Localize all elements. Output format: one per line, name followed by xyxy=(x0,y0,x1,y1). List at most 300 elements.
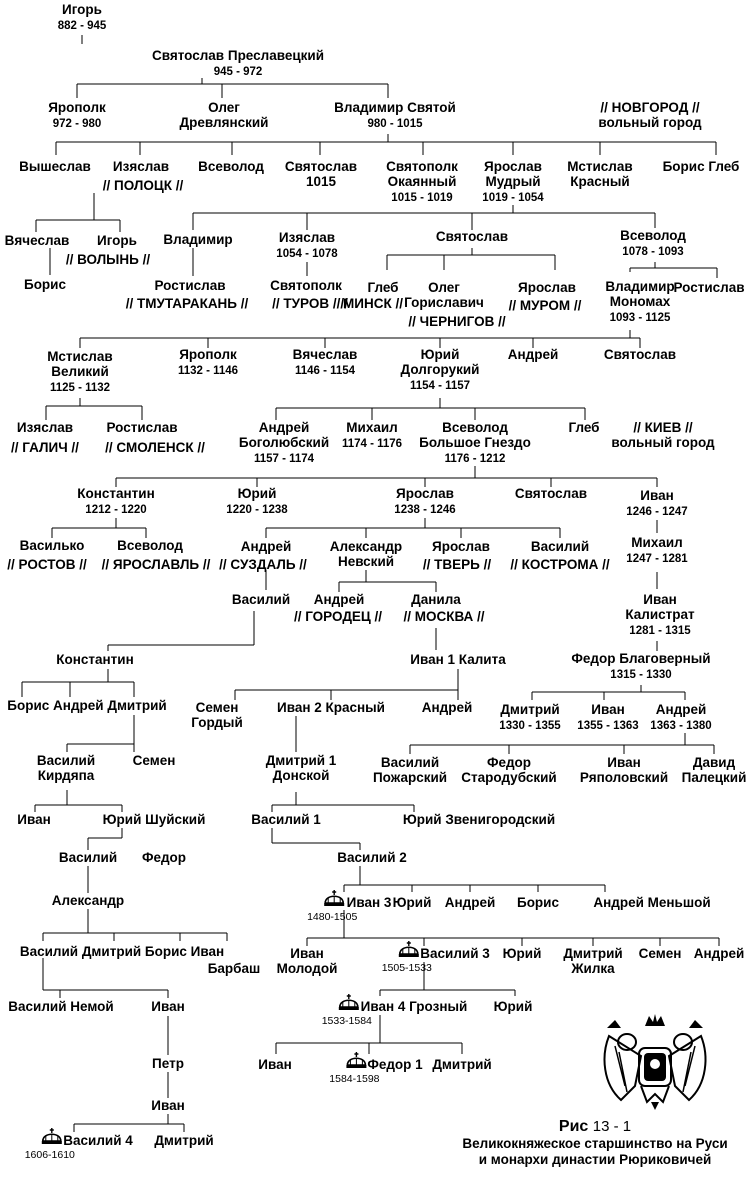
person-name: Иван 4 Грозный xyxy=(360,999,468,1014)
person-name: Борис xyxy=(23,277,67,292)
figure-number: 13 - 1 xyxy=(592,1118,632,1135)
person-name: Ярослав xyxy=(396,486,454,501)
person-node-vyacheslav2 xyxy=(293,347,358,377)
person-node-vasily3 xyxy=(59,850,117,865)
reign-dates: 1281 - 1315 xyxy=(629,625,691,637)
person-node-tmutarakan xyxy=(126,296,249,311)
person-node-konstantin1 xyxy=(77,486,155,516)
reign-dates: 1355 - 1363 xyxy=(577,720,639,732)
person-name-line: Донской xyxy=(272,768,330,783)
crown-icon xyxy=(42,1128,62,1144)
reign-dates: 1132 - 1146 xyxy=(177,365,239,377)
person-node-andrey_m xyxy=(593,895,710,910)
person-node-gleb2 xyxy=(568,420,599,435)
crown-icon xyxy=(339,994,359,1010)
person-node-andrey4 xyxy=(422,700,473,715)
person-name: Андрей xyxy=(444,895,496,910)
person-node-ivan1 xyxy=(626,488,687,518)
monarch-reign-years: 1533-1584 xyxy=(321,1015,372,1027)
person-node-svyatoslav4 xyxy=(604,347,676,362)
person-node-rostislav2 xyxy=(673,280,744,295)
person-node-andrey2 xyxy=(241,539,292,554)
person-name: Иван 1 Калита xyxy=(410,652,506,667)
person-name: // КИЕВ // xyxy=(633,420,693,435)
person-node-suzdal xyxy=(219,557,307,572)
person-name-line: Пожарский xyxy=(372,770,448,785)
person-name: Святослав Преславецкий xyxy=(151,48,325,63)
person-name-line: Боголюбский xyxy=(238,435,330,450)
person-name: Олег xyxy=(428,280,460,295)
person-name-line: Древлянский xyxy=(179,115,269,130)
person-node-oleg1 xyxy=(180,100,269,130)
person-node-moskva xyxy=(403,609,484,624)
person-node-mikhail2 xyxy=(626,535,688,565)
person-name: // ЧЕРНИГОВ // xyxy=(408,314,506,329)
person-name: Иван xyxy=(607,755,641,770)
person-name: Владимир xyxy=(605,279,675,294)
reign-dates: 1176 - 1212 xyxy=(444,453,506,465)
person-node-vladimir2 xyxy=(163,232,232,247)
person-name: Ростислав xyxy=(106,420,178,435)
reign-dates: 1015 - 1019 xyxy=(391,192,453,204)
person-name: // МОСКВА // xyxy=(403,609,485,624)
person-node-svyatoslav2 xyxy=(285,159,357,189)
person-name: Юрий Звенигородский xyxy=(402,812,556,827)
person-name-line: Кирдяпа xyxy=(37,768,95,783)
person-node-barbash xyxy=(208,961,261,976)
person-name: Владимир Святой xyxy=(334,100,456,115)
person-node-semen1 xyxy=(191,700,243,730)
person-node-polotsk xyxy=(103,178,184,193)
person-name: Святослав xyxy=(435,229,509,244)
person-name: Святополк xyxy=(270,278,342,293)
person-name: Андрей Меньшой xyxy=(593,895,711,910)
person-node-yaroslavl xyxy=(102,557,211,572)
person-name: Федор xyxy=(486,755,532,770)
person-node-novgorod xyxy=(598,100,702,130)
person-node-grozny xyxy=(322,994,468,1027)
person-name: Ярополк xyxy=(48,100,106,115)
person-name: Андрей xyxy=(240,539,292,554)
person-name: Петр xyxy=(152,1056,184,1071)
reign-dates: 1363 - 1380 xyxy=(650,720,712,732)
person-node-svyatopolk1 xyxy=(386,159,458,204)
person-node-mstislav1 xyxy=(567,159,632,189)
person-node-svyatoslav3 xyxy=(436,229,508,244)
person-name: Василий xyxy=(36,753,96,768)
person-node-kirdyapa xyxy=(37,753,95,783)
person-node-bad xyxy=(7,698,166,713)
person-node-vasilko xyxy=(20,538,85,553)
person-node-vyacheslav1 xyxy=(5,233,70,248)
person-name: Александр xyxy=(329,539,403,554)
person-name-line: Красный xyxy=(570,174,630,189)
person-node-fedor1 xyxy=(571,651,710,681)
person-name: Василий 3 xyxy=(420,946,490,961)
crown-icon xyxy=(346,1052,366,1068)
person-node-ivan5 xyxy=(151,999,185,1014)
person-node-ivan_young xyxy=(277,946,338,976)
person-node-andrey3 xyxy=(314,592,365,607)
person-node-rostislav3 xyxy=(106,420,177,435)
person-node-vysheslav xyxy=(19,159,91,174)
person-name-line: Великий xyxy=(51,364,109,379)
person-name: Изяслав xyxy=(278,230,336,245)
person-name: Семен xyxy=(132,753,176,768)
person-node-andrey1 xyxy=(508,347,559,362)
person-name: Василий 2 xyxy=(337,850,407,865)
person-name: Иван xyxy=(151,1098,185,1113)
figure-caption xyxy=(445,1118,745,1168)
person-node-gorodets xyxy=(294,609,382,624)
person-node-vsevolod4 xyxy=(117,538,183,553)
person-name: // ВОЛЫНЬ // xyxy=(65,252,151,267)
reign-dates: 1125 - 1132 xyxy=(49,382,111,394)
person-name: Ярослав xyxy=(432,539,490,554)
person-node-kostroma xyxy=(510,557,609,572)
person-name: Мстислав xyxy=(567,159,633,174)
monarch-reign-years: 1480-1505 xyxy=(307,911,358,923)
person-name: // МУРОМ // xyxy=(508,298,582,313)
figure-title-line1: Великокняжеское старшинство на Руси xyxy=(462,1136,728,1151)
monarch-reign-years: 1505-1533 xyxy=(381,962,432,974)
person-name: Андрей xyxy=(655,702,707,717)
person-name: Василий xyxy=(530,539,590,554)
person-name-line: Невский xyxy=(337,554,395,569)
person-name: Иван xyxy=(258,1057,292,1072)
person-node-semen3 xyxy=(639,946,682,961)
reign-dates: 1246 - 1247 xyxy=(626,506,688,518)
person-node-konstantin2 xyxy=(56,652,134,667)
person-node-izyaslav2 xyxy=(276,230,338,260)
person-name: Андрей xyxy=(313,592,365,607)
person-name-line: Долгорукий xyxy=(400,362,480,377)
person-name-line: Ряполовский xyxy=(579,770,669,785)
reign-dates: 1078 - 1093 xyxy=(622,246,684,258)
person-node-vasily_1 xyxy=(251,812,321,827)
person-name: Борис Андрей Дмитрий xyxy=(7,698,167,713)
person-node-fedor2 xyxy=(142,850,186,865)
crown-icon xyxy=(324,890,344,906)
person-name: Василий Немой xyxy=(8,999,114,1014)
reign-dates: 1174 - 1176 xyxy=(341,438,403,450)
person-name: // ЯРОСЛАВЛЬ // xyxy=(101,557,211,572)
reign-dates: 1212 - 1220 xyxy=(85,504,147,516)
person-name: Всеволод xyxy=(620,228,686,243)
person-node-minsk xyxy=(343,296,403,311)
person-node-tver xyxy=(423,557,491,572)
person-name: Борис Глеб xyxy=(662,159,740,174)
person-name: Михаил xyxy=(631,535,683,550)
person-node-yuri1 xyxy=(401,347,480,392)
reign-dates: 1238 - 1246 xyxy=(394,504,456,516)
person-name: Василий Дмитрий Борис Иван xyxy=(19,944,225,959)
person-name: Юрий xyxy=(237,486,277,501)
figure-title-line2: и монархи династии Рюриковичей xyxy=(478,1152,712,1167)
person-node-ivan3 xyxy=(577,702,638,732)
person-node-vasily_nemoy xyxy=(8,999,113,1014)
person-node-yaroslav4 xyxy=(432,539,490,554)
person-name: Всеволод xyxy=(198,159,264,174)
person-name-line: вольный город xyxy=(611,435,715,450)
person-name: Давид xyxy=(692,755,736,770)
person-name-line: Гордый xyxy=(191,715,243,730)
person-node-yaropolk2 xyxy=(178,347,238,377)
person-name: Семен xyxy=(638,946,682,961)
person-node-galich xyxy=(11,440,79,455)
person-name-line: Окаянный xyxy=(387,174,457,189)
person-name: Дмитрий 1 xyxy=(265,753,337,768)
person-node-bogolyubsky xyxy=(239,420,329,465)
person-node-yaroslav3 xyxy=(394,486,455,516)
reign-dates: 1054 - 1078 xyxy=(276,248,338,260)
double-headed-eagle-emblem xyxy=(605,1014,706,1110)
person-node-monomakh xyxy=(605,279,674,324)
reign-dates: 1157 - 1174 xyxy=(253,453,315,465)
person-name: Иван xyxy=(643,592,677,607)
person-name: Василий 1 xyxy=(251,812,321,827)
reign-dates: 945 - 972 xyxy=(213,66,263,78)
person-node-ivan6 xyxy=(151,1098,185,1113)
person-name: Ростислав xyxy=(154,278,226,293)
person-node-dmitry_zh xyxy=(563,946,622,976)
person-node-gleb1 xyxy=(367,280,398,295)
person-node-igor xyxy=(58,2,107,32)
person-name: Федор xyxy=(141,850,187,865)
person-node-dmitry3 xyxy=(432,1057,491,1072)
person-name: Юрий xyxy=(420,347,460,362)
person-name-line: Гориславич xyxy=(404,295,484,310)
person-name: Всеволод xyxy=(117,538,183,553)
person-name: Андрей xyxy=(258,420,310,435)
person-name: Глеб xyxy=(568,420,600,435)
person-node-svyatoslav1 xyxy=(152,48,324,78)
person-name: Юрий Шуйский xyxy=(102,812,206,827)
person-name-line: Калистрат xyxy=(625,607,695,622)
person-node-paletsky xyxy=(682,755,747,785)
person-node-andrey6 xyxy=(445,895,496,910)
person-node-boris2 xyxy=(24,277,66,292)
person-name: Ярополк xyxy=(179,347,237,362)
person-name: // СУЗДАЛЬ // xyxy=(219,557,307,572)
person-name: Иван xyxy=(290,946,324,961)
reign-dates: 1220 - 1238 xyxy=(226,504,288,516)
person-node-kiev xyxy=(611,420,715,450)
person-node-chernigov xyxy=(408,314,505,329)
person-node-ivan4 xyxy=(17,812,51,827)
person-node-vasily_4 xyxy=(25,1128,134,1161)
person-node-vasily_3 xyxy=(382,941,491,974)
person-name: Барбаш xyxy=(207,961,261,976)
person-name: МИНСК // xyxy=(343,296,403,311)
person-node-vladimir1 xyxy=(334,100,456,130)
person-name: // ТУРОВ //// xyxy=(272,296,348,311)
person-name-line: Мономах xyxy=(609,294,671,309)
person-name: Глеб xyxy=(367,280,399,295)
person-node-zvenigorodsky xyxy=(403,812,555,827)
person-node-petr xyxy=(152,1056,184,1071)
person-name: Федор 1 xyxy=(367,1057,423,1072)
person-node-yaroslav2 xyxy=(518,280,576,295)
person-name: // ТМУТАРАКАНЬ // xyxy=(125,296,249,311)
person-name: Василий xyxy=(58,850,118,865)
person-node-daniil xyxy=(411,592,461,607)
person-name: // СМОЛЕНСК // xyxy=(105,440,205,455)
person-node-vsevolod3 xyxy=(419,420,531,465)
reign-dates: 1154 - 1157 xyxy=(409,380,471,392)
person-node-semen2 xyxy=(133,753,176,768)
person-name: Дмитрий xyxy=(154,1133,214,1148)
person-name: Михаил xyxy=(346,420,398,435)
person-node-murom xyxy=(509,298,582,313)
person-node-igor2 xyxy=(97,233,137,248)
person-node-rostislav1 xyxy=(154,278,225,293)
person-name: Святослав xyxy=(514,486,588,501)
person-name: // ГОРОДЕЦ // xyxy=(293,609,383,624)
person-node-volyn xyxy=(66,252,150,267)
person-name: Федор Благоверный xyxy=(571,651,711,666)
person-name: Александр xyxy=(51,893,125,908)
person-name: Вячеслав xyxy=(292,347,358,362)
person-name: Дмитрий xyxy=(500,702,560,717)
person-node-mstislav2 xyxy=(47,349,112,394)
person-name-line: 1015 xyxy=(305,174,337,189)
person-name: Василий xyxy=(380,755,440,770)
person-name: Изяслав xyxy=(112,159,170,174)
person-name-line: вольный город xyxy=(598,115,702,130)
person-node-fedor_1 xyxy=(329,1052,423,1085)
person-node-boris_gleb xyxy=(663,159,740,174)
person-node-boris3 xyxy=(517,895,559,910)
person-name: // ТВЕРЬ // xyxy=(422,557,492,572)
person-node-dmitry2 xyxy=(499,702,561,732)
person-name: Иван xyxy=(591,702,625,717)
person-node-andrey5 xyxy=(650,702,711,732)
person-name: Юрий xyxy=(502,946,542,961)
reign-dates: 882 - 945 xyxy=(57,20,107,32)
person-node-turov xyxy=(272,296,348,311)
person-node-ivan_3 xyxy=(307,890,392,923)
person-name-line: Мудрый xyxy=(485,174,541,189)
reign-dates: 1330 - 1355 xyxy=(499,720,561,732)
monarch-reign-years: 1606-1610 xyxy=(24,1149,75,1161)
person-node-smolensk xyxy=(105,440,205,455)
person-node-yuri4 xyxy=(503,946,542,961)
person-node-yuri5 xyxy=(494,999,533,1014)
person-name: Борис xyxy=(516,895,560,910)
person-node-andrey7 xyxy=(694,946,745,961)
person-name: Иван 3 xyxy=(346,895,392,910)
person-node-ivan2 xyxy=(277,700,385,715)
person-node-mikhail1 xyxy=(342,420,402,450)
person-node-kalita xyxy=(410,652,506,667)
person-node-vasily_2 xyxy=(337,850,407,865)
person-name: Андрей xyxy=(507,347,559,362)
person-name: // ГАЛИЧ // xyxy=(11,440,79,455)
person-name: Игорь xyxy=(97,233,137,248)
person-name: Иван xyxy=(640,488,674,503)
person-node-ryapolovsky xyxy=(580,755,668,785)
monarch-reign-years: 1584-1598 xyxy=(329,1073,380,1085)
person-node-kalistrat xyxy=(625,592,695,637)
reign-dates: 972 - 980 xyxy=(52,118,102,130)
person-name: // КОСТРОМА // xyxy=(510,557,610,572)
person-name: Святополк xyxy=(386,159,458,174)
person-name: Святослав xyxy=(284,159,358,174)
reign-dates: 980 - 1015 xyxy=(367,118,423,130)
person-node-yuri2 xyxy=(226,486,288,516)
person-name: Юрий xyxy=(493,999,533,1014)
person-name: Ярослав xyxy=(518,280,576,295)
person-name: Иван xyxy=(17,812,51,827)
person-node-yaroslav1 xyxy=(482,159,544,204)
person-name-line: Молодой xyxy=(276,961,338,976)
person-name: Данила xyxy=(411,592,461,607)
person-node-vsevolod1 xyxy=(198,159,264,174)
person-name: Ростислав xyxy=(673,280,745,295)
person-name: Вячеслав xyxy=(4,233,70,248)
person-name: // ПОЛОЦК // xyxy=(102,178,184,193)
person-name: Святослав xyxy=(603,347,677,362)
person-node-dmitry4 xyxy=(154,1133,213,1148)
person-node-vasily_k xyxy=(531,539,589,554)
reign-dates: 1247 - 1281 xyxy=(626,553,688,565)
person-name: Владимир xyxy=(163,232,233,247)
person-name: Андрей xyxy=(421,700,473,715)
reign-dates: 1019 - 1054 xyxy=(482,192,544,204)
person-name: Константин xyxy=(77,486,155,501)
person-node-shuisky xyxy=(103,812,206,827)
person-name-line: Стародубский xyxy=(461,770,557,785)
person-name: Изяслав xyxy=(16,420,74,435)
person-name: Дмитрий xyxy=(432,1057,492,1072)
person-node-vsevolod2 xyxy=(620,228,686,258)
person-name: Василий xyxy=(231,592,291,607)
person-name: Ярослав xyxy=(484,159,542,174)
person-name: Иван 2 Красный xyxy=(277,700,385,715)
person-name: Олег xyxy=(208,100,240,115)
person-node-svyatopolk2 xyxy=(270,278,342,293)
reign-dates: 1146 - 1154 xyxy=(294,365,356,377)
person-node-nevsky xyxy=(330,539,402,569)
person-name: Василько xyxy=(19,538,85,553)
person-node-ivan7 xyxy=(258,1057,292,1072)
person-node-izyaslav1 xyxy=(113,159,169,174)
person-node-oleg2 xyxy=(404,280,484,310)
person-node-yuri3 xyxy=(393,895,432,910)
person-node-izyaslav3 xyxy=(17,420,73,435)
crown-icon xyxy=(399,941,419,957)
person-name: Иван xyxy=(151,999,185,1014)
figure-label: Рис xyxy=(558,1118,589,1135)
person-node-starodubsky xyxy=(461,755,556,785)
person-name: Юрий xyxy=(392,895,432,910)
person-name-line: Палецкий xyxy=(681,770,747,785)
reign-dates: 1093 - 1125 xyxy=(609,312,671,324)
person-node-rostov xyxy=(7,557,87,572)
person-name: // НОВГОРОД // xyxy=(600,100,700,115)
person-name-line: Большое Гнездо xyxy=(419,435,531,450)
person-name: Константин xyxy=(56,652,134,667)
person-node-vasily1 xyxy=(232,592,290,607)
person-node-pozharsky xyxy=(373,755,447,785)
person-name-line: Жилка xyxy=(571,961,615,976)
person-name: Дмитрий xyxy=(563,946,623,961)
person-node-svyatoslav5 xyxy=(515,486,587,501)
person-name: Мстислав xyxy=(47,349,113,364)
person-name: Игорь xyxy=(62,2,102,17)
reign-dates: 1315 - 1330 xyxy=(610,669,672,681)
